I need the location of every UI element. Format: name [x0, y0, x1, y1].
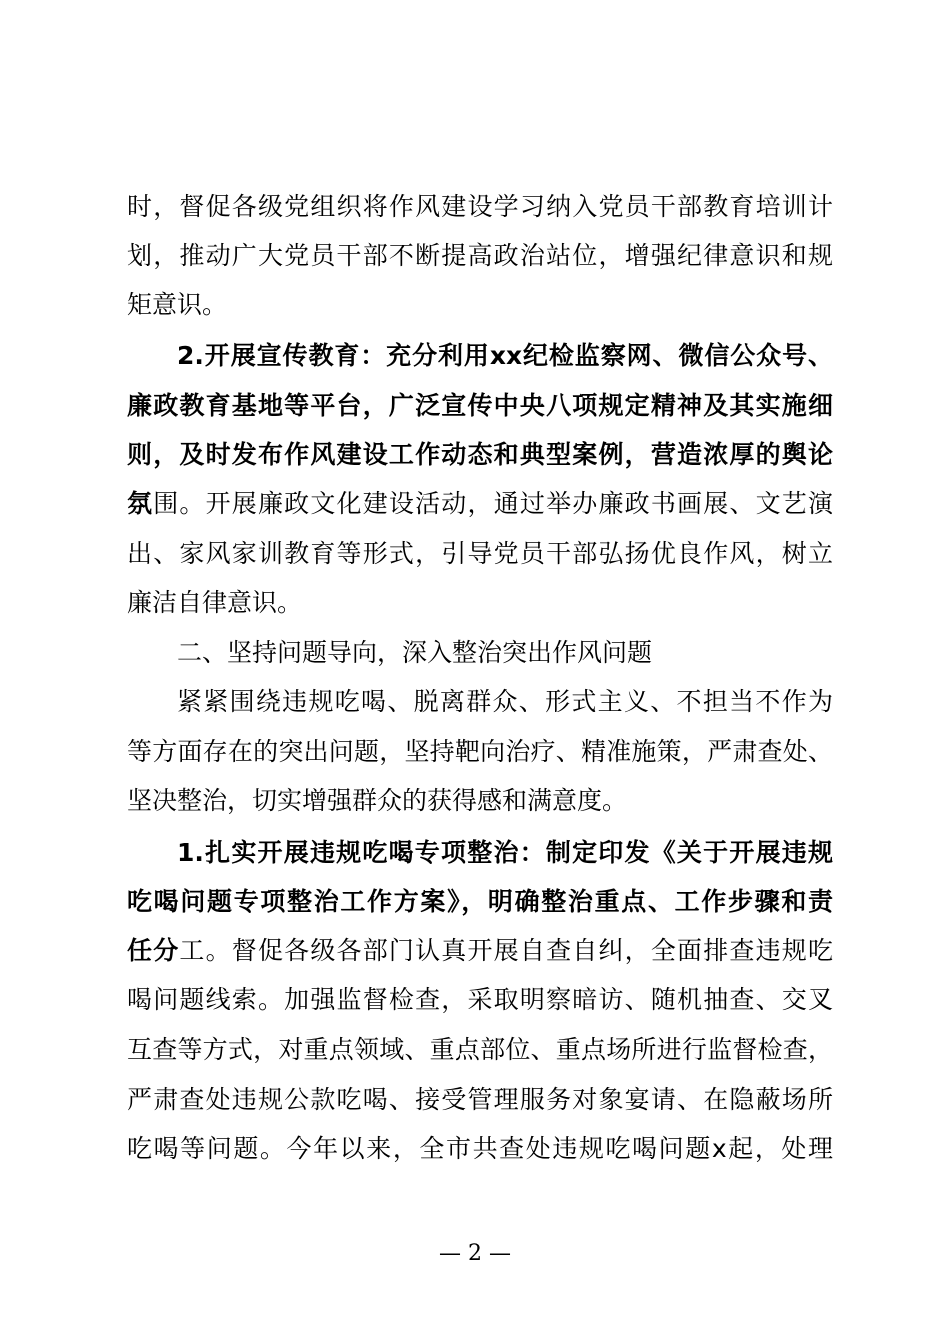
text-line: 氛围。开展廉政文化建设活动，通过举办廉政书画展、文艺演 — [127, 489, 833, 518]
text-line: 时，督促各级党组织将作风建设学习纳入党员干部教育培训计 — [127, 192, 833, 221]
section-heading: 二、坚持问题导向，深入整治突出作风问题 — [177, 638, 653, 667]
text-line: 等方面存在的突出问题，坚持靶向治疗、精准施策，严肃查处、 — [127, 737, 833, 766]
text-line: 互查等方式，对重点领域、重点部位、重点场所进行监督检查， — [127, 1035, 833, 1064]
text-line: 廉洁自律意识。 — [127, 588, 303, 617]
text-line: 划，推动广大党员干部不断提高政治站位，增强纪律意识和规 — [127, 241, 833, 270]
text-line: 喝问题线索。加强监督检查，采取明察暗访、随机抽查、交叉 — [127, 985, 833, 1014]
bold-heading-line: 2.开展宣传教育：充分利用xx纪检监察网、微信公众号、 — [177, 341, 833, 370]
page-number: — 2 — — [439, 1241, 511, 1266]
text-line: 任分工。督促各级各部门认真开展自查自纠，全面排查违规吃 — [127, 936, 833, 965]
text-line: 严肃查处违规公款吃喝、接受管理服务对象宴请、在隐蔽场所 — [127, 1085, 833, 1114]
bold-heading-line: 1.扎实开展违规吃喝专项整治：制定印发《关于开展违规 — [177, 838, 833, 867]
bold-text-line: 廉政教育基地等平台，广泛宣传中央八项规定精神及其实施细 — [127, 391, 833, 420]
bold-text-line: 吃喝问题专项整治工作方案》，明确整治重点、工作步骤和责 — [127, 887, 833, 916]
text-line: 紧紧围绕违规吃喝、脱离群众、形式主义、不担当不作为 — [177, 687, 833, 716]
text-line: 出、家风家训教育等形式，引导党员干部弘扬优良作风，树立 — [127, 539, 833, 568]
bold-text-line: 则，及时发布作风建设工作动态和典型案例，营造浓厚的舆论 — [127, 440, 833, 469]
text-line: 矩意识。 — [127, 290, 228, 319]
text-line: 吃喝等问题。今年以来，全市共查处违规吃喝问题x起，处理 — [127, 1134, 833, 1163]
text-line: 坚决整治，切实增强群众的获得感和满意度。 — [127, 786, 628, 815]
